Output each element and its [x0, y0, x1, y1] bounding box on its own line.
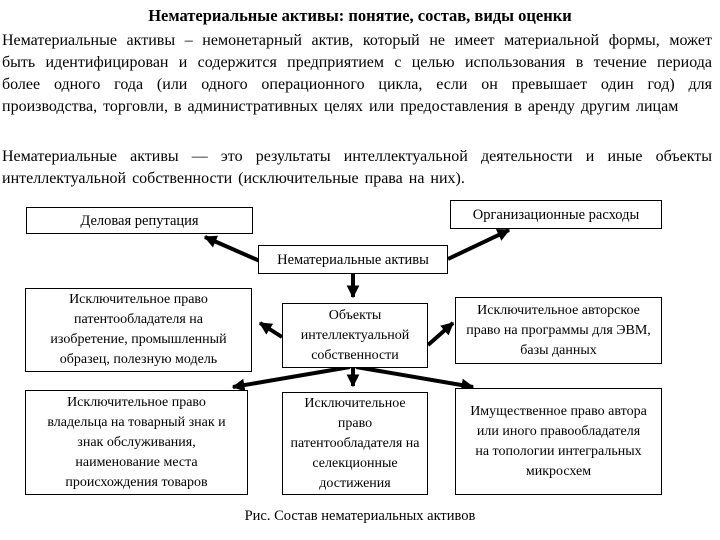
- definition-paragraph-2: Нематериальные активы — это результаты интеллектуальной деятельности и иные объекты интеллектуальной собственности (исключительные права на них).: [2, 148, 712, 187]
- arrow-ip-to-copyright-software: [428, 323, 453, 345]
- figure-caption: Рис. Состав нематериальных активов: [244, 508, 476, 524]
- node-selection-right: Исключительное право патентообладателя на селекционные достижения: [282, 392, 428, 495]
- node-trademark-right: Исключительное право владельца на товарный знак и знак обслуживания, наименование места происхождения товаров: [25, 390, 248, 495]
- node-topology-right: Имущественное право автора или иного правообладателя на топологии интегральных микросхем: [455, 388, 662, 495]
- node-copyright-software: Исключительное авторское право на программы для ЭВМ, базы данных: [455, 297, 662, 364]
- node-intangible-assets-root: Нематериальные активы: [258, 245, 448, 274]
- arrow-ip-to-patent-right: [260, 323, 282, 337]
- node-goodwill: Деловая репутация: [26, 207, 253, 234]
- node-ip-objects: Объекты интеллектуальной собственности: [282, 303, 428, 368]
- node-patent-right: Исключительное право патентообладателя на изобретение, промышленный образец, полезную модель: [25, 288, 252, 372]
- arrow-root-to-org-expenses: [448, 230, 509, 259]
- arrow-root-to-goodwill: [205, 237, 262, 262]
- definition-paragraph-1: Нематериальные активы – немонетарный актив, который не имеет материальной формы, может быть идентифицирован и содержится предприятием с целью использования в течение периода более одного года (или одного операционного цикла, если он превышает один год) для производства, торговли, в административных целях или предоставления в аренду другим лицам: [2, 32, 712, 115]
- node-org-expenses: Организационные расходы: [450, 200, 662, 229]
- arrow-ip-to-topology-right: [356, 367, 473, 387]
- page-title: Нематериальные активы: понятие, состав, виды оценки: [148, 6, 572, 25]
